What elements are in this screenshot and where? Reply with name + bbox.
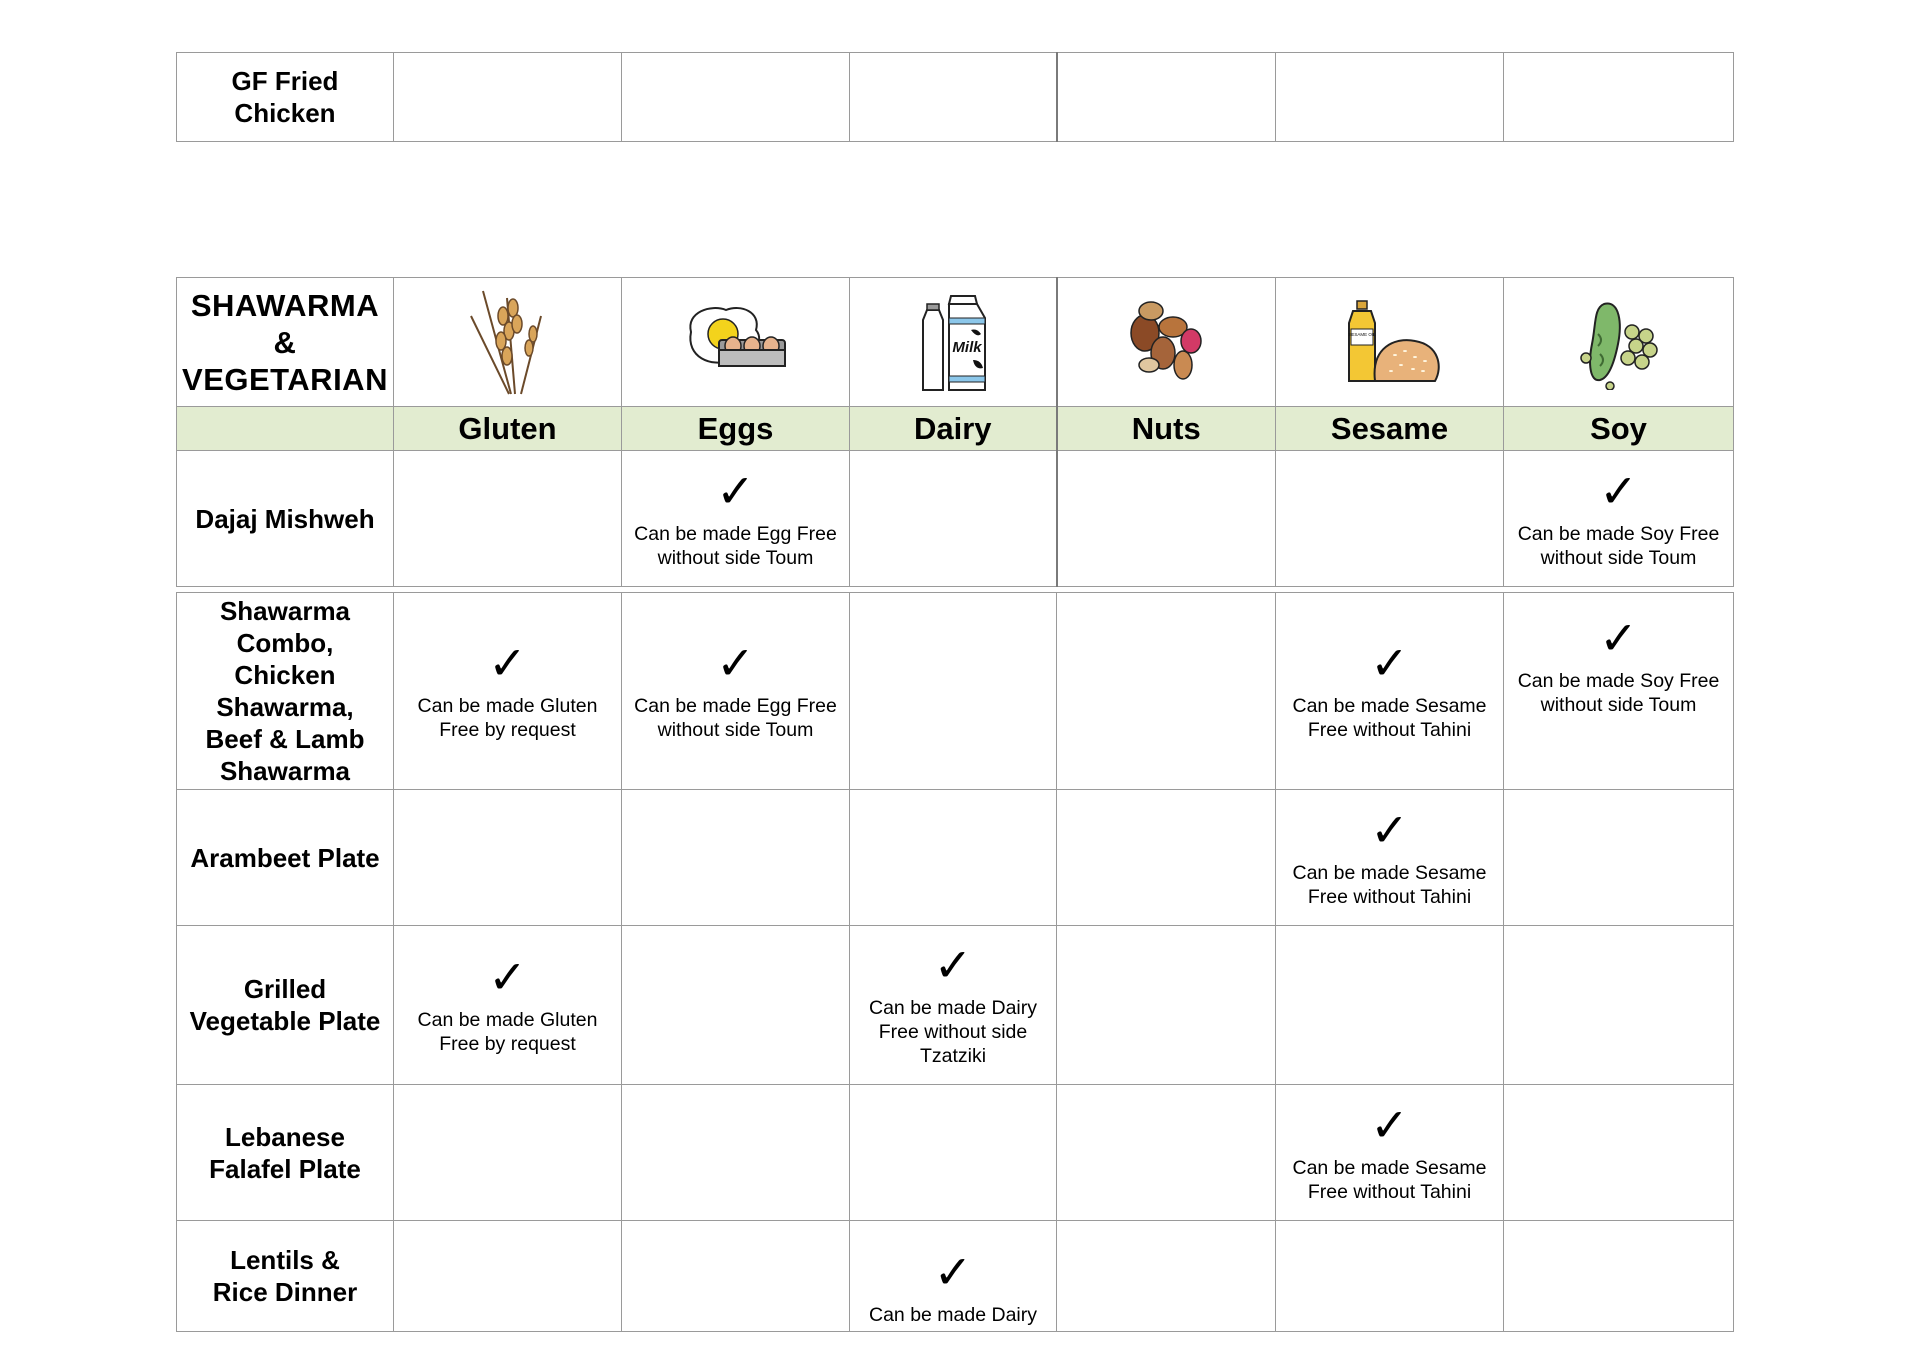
cell-eggs — [622, 926, 850, 1085]
dish-name: Lebanese Falafel Plate — [177, 1085, 394, 1221]
cell-nuts — [1057, 926, 1276, 1085]
cell-eggs — [622, 1221, 850, 1332]
cell-note: Can be made Gluten Free by request — [417, 695, 598, 741]
cell-dairy — [850, 1085, 1057, 1221]
table-row — [177, 53, 1734, 142]
cell-eggs — [622, 1085, 850, 1221]
check-mark: ✓ — [1370, 1097, 1409, 1152]
cell-gluten — [394, 926, 622, 1085]
check-mark: ✓ — [488, 636, 527, 690]
cell-note: Can be made Egg Free without side Toum — [634, 522, 837, 569]
check-mark: ✓ — [933, 938, 973, 992]
icon-row — [177, 278, 1734, 407]
cell-eggs — [622, 53, 850, 142]
cell-note: Can be made Sesame Free without Tahini — [1292, 1156, 1487, 1203]
dish-name: GF Fried Chicken — [177, 53, 394, 142]
check-mark: ✓ — [716, 463, 755, 518]
milk-carton-label: Milk — [952, 339, 982, 356]
section-title-line: SHAWARMA — [190, 287, 380, 323]
bottle-label: SESAME OIL — [1347, 332, 1376, 337]
table-row — [177, 451, 1734, 587]
wheat-icon — [394, 278, 622, 407]
cell-eggs — [622, 593, 850, 790]
cell-gluten — [394, 790, 622, 926]
cell-soy — [1504, 593, 1734, 790]
cell-dairy — [850, 451, 1057, 587]
cell-note: Can be made Gluten Free by request — [417, 1009, 598, 1055]
cell-nuts — [1057, 1085, 1276, 1221]
cell-gluten — [394, 451, 622, 587]
check-mark: ✓ — [1599, 611, 1638, 665]
cell-eggs — [622, 451, 850, 587]
cell-dairy — [850, 53, 1057, 142]
check-mark: ✓ — [488, 950, 527, 1004]
cell-soy — [1504, 790, 1734, 926]
section-title — [177, 278, 394, 407]
cell-dairy — [850, 790, 1057, 926]
cell-soy — [1504, 926, 1734, 1085]
cell-note: Can be made Sesame Free without Tahini — [1292, 861, 1487, 908]
milk-icon — [850, 278, 1057, 407]
soy-icon — [1504, 278, 1734, 407]
cell-sesame — [1276, 1085, 1504, 1221]
allergen-header-row — [177, 407, 1734, 451]
check-mark: ✓ — [1370, 636, 1409, 690]
top-allergen-table — [176, 52, 1734, 142]
cell-soy — [1504, 1221, 1734, 1332]
table-row — [177, 1221, 1734, 1332]
cell-note: Can be made Dairy — [869, 1304, 1037, 1326]
table-row — [177, 926, 1734, 1085]
cell-nuts — [1057, 1221, 1276, 1332]
allergen-label: Nuts — [1057, 407, 1276, 451]
allergen-label: Sesame — [1276, 407, 1504, 451]
cell-dairy — [850, 1221, 1057, 1332]
cell-soy — [1504, 53, 1734, 142]
cell-soy — [1504, 1085, 1734, 1221]
cell-gluten — [394, 1221, 622, 1332]
cell-nuts — [1057, 790, 1276, 926]
cell-gluten — [394, 1085, 622, 1221]
allergen-label: Eggs — [622, 407, 850, 451]
check-mark: ✓ — [933, 1245, 973, 1299]
cell-eggs — [622, 790, 850, 926]
section-title-line: & — [273, 324, 297, 360]
cell-note: Can be made Egg Free without side Toum — [634, 695, 837, 741]
cell-note: Can be made Soy Free without side Toum — [1517, 522, 1720, 569]
table-row — [177, 593, 1734, 790]
cell-sesame — [1276, 593, 1504, 790]
cell-sesame — [1276, 1221, 1504, 1332]
egg-icon — [622, 278, 850, 407]
cell-dairy — [850, 926, 1057, 1085]
cell-nuts — [1057, 451, 1276, 587]
cell-note: Can be made Sesame Free without Tahini — [1292, 695, 1487, 741]
table-row — [177, 1085, 1734, 1221]
section-title-line: VEGETARIAN — [182, 361, 388, 397]
allergen-label: Gluten — [394, 407, 622, 451]
cell-gluten — [394, 53, 622, 142]
cell-sesame — [1276, 53, 1504, 142]
sesame-icon — [1276, 278, 1504, 407]
check-mark: ✓ — [1370, 802, 1409, 857]
cell-sesame — [1276, 790, 1504, 926]
cell-note: Can be made Dairy Free without side Tzatziki — [869, 997, 1037, 1067]
cell-sesame — [1276, 926, 1504, 1085]
cell-nuts — [1057, 593, 1276, 790]
cell-note: Can be made Soy Free without side Toum — [1517, 670, 1720, 716]
dish-name: Grilled Vegetable Plate — [177, 926, 394, 1085]
dish-name: Dajaj Mishweh — [177, 451, 394, 587]
cell-sesame — [1276, 451, 1504, 587]
cell-gluten — [394, 593, 622, 790]
check-mark: ✓ — [716, 636, 755, 690]
dish-name: Shawarma Combo, Chicken Shawarma, Beef & Lamb Shawarma — [177, 593, 394, 790]
table-row — [177, 790, 1734, 926]
cell-nuts — [1057, 53, 1276, 142]
allergen-table — [176, 277, 1734, 1332]
dish-name: Arambeet Plate — [177, 790, 394, 926]
allergen-label: Dairy — [850, 407, 1057, 451]
allergen-label: Soy — [1504, 407, 1734, 451]
nuts-icon — [1057, 278, 1276, 407]
dish-name: Lentils & Rice Dinner — [177, 1221, 394, 1332]
cell-dairy — [850, 593, 1057, 790]
header-blank — [177, 407, 394, 451]
cell-soy — [1504, 451, 1734, 587]
check-mark: ✓ — [1599, 463, 1638, 518]
